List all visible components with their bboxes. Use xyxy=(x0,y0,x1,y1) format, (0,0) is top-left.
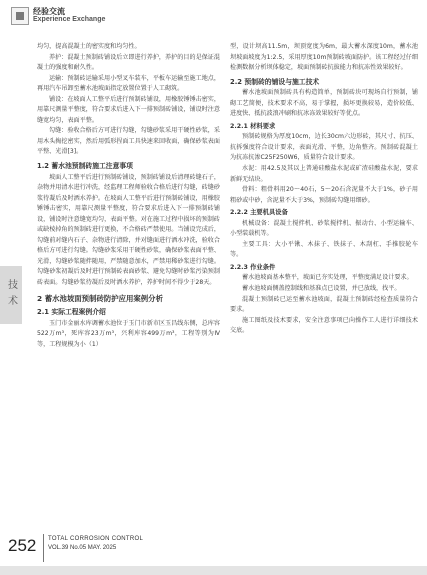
paragraph: 蓄水池坡面基本整平，坡面已夯实处理，平整度满足设计要求。 xyxy=(242,274,413,282)
paragraph: 坡面人工整平后进行预制砖铺设，预制砖铺设后清理砖缝石子，杂物并用清水进行冲洗，经监理工程师验收合格后进行勾缝，砖缝砂浆待凝后及时洒水养护。在坡面人工整平后进行预制砖铺设，用橡胶锤锤击密实，用靠尺测量平整度，符合要求后进入下一排预制砖铺设，铺设时注意缝宽均匀，表面平整。对在施工过程中损坏的预制砖或缺棱掉角的预制砖进行更换，不合格砖严禁使用。当铺设完成后，勾缝前对缝内石子、杂物进行清除，并对缝面进行洒水冲洗，验收合格后方可进行勾缝。勾缝砂浆采用干硬性砂浆，确保砂浆表面平整、光滑，勾缝砂浆随拌随用，严禁随意加水，严禁用稀砂浆进行勾缝。勾缝砂浆初凝后及时进行预制砖表面砂浆、避免勾缝时砂浆污染预制砖表面。勾缝砂浆待凝后及时洒水养护，养护时间不得少于28天。 xyxy=(37,173,220,287)
page-header xyxy=(0,0,427,40)
paragraph: 均匀，提高混凝土的密实度和均匀性。 xyxy=(37,43,141,50)
section-heading: 2.2.3 作业条件 xyxy=(230,263,276,271)
paragraph: 型，设计坝高11.5m，坝顶宽度为6m，最大蓄水深度10m，蓄水池坝坡面坡度为1:2.5，采用厚度10m预制砖坡面防护。该工程经过仔细检测数据分析坝体稳定，坡面预制砖抗拔能力和抗冻性效果较好。 xyxy=(230,43,418,72)
paragraph: 预制砖规格为厚度10cm，边长30cm六边形砖，其尺寸、抗压、抗拆强度符合设计要求，表面光滑、平整，边角整齐。预制砖混凝土为抗冻抗渗C25F250W6，质量符合设计要求。 xyxy=(230,133,418,162)
section-title-cn: 经验交流 xyxy=(33,7,65,16)
section-heading: 1.2 蓄水池预制砖施工注意事项 xyxy=(37,162,133,171)
section-heading: 2.2.2 主要机具设备 xyxy=(230,209,288,217)
paragraph: 机械设备：混凝土搅拌机、砂浆搅拌机、振动台、小型运输车、小型装载机等。 xyxy=(230,219,418,238)
page-number: 252 xyxy=(8,536,37,555)
side-category-tab: 技术 xyxy=(0,266,22,324)
paragraph: 骨料：粗骨料用20～40石，5～20石含泥量不大于1%，砂子用粗砂或中砂，含泥量不大于3%，预制砖勾缝用细砂。 xyxy=(230,186,418,204)
paragraph: 运输：预制砖运输采用小型叉车装车，平板车运输至施工地点，再用汽车吊卸至蓄水池坡面指定放置位置于人工砌筑。 xyxy=(37,74,220,93)
journal-name: TOTAL CORROSION CONTROL xyxy=(48,536,144,542)
left-text-column xyxy=(37,42,220,350)
paragraph: 施工图纸及技术要求，安全注意事项已向操作工人进行详细技术交底。 xyxy=(230,316,418,335)
paragraph: 水泥：用42.5及其以上普通硅酸盐水泥或矿渣硅酸盐水泥，要求新鲜无结块。 xyxy=(230,165,418,183)
paragraph: 混凝土预制砖已运至蓄水池坡面，混凝土预制砖经检查质量符合要求。 xyxy=(230,295,418,314)
right-text-column xyxy=(230,42,418,337)
paragraph: 养护：混凝土预制砖铺设后立即进行养护，养护的目的是保证混凝土的强度和耐久性。 xyxy=(37,53,220,72)
journal-issue: VOL.39 No.05 MAY. 2025 xyxy=(48,545,117,551)
page-footer xyxy=(0,530,427,575)
footer-divider xyxy=(43,534,44,562)
section-heading: 2.1 实际工程案例介绍 xyxy=(37,308,106,317)
section-title-en: Experience Exchange xyxy=(33,16,106,23)
section-heading: 2 蓄水池坡面预制砖防护应用案例分析 xyxy=(37,293,163,303)
journal-logo-icon xyxy=(11,7,29,25)
paragraph: 玉门市金丽水库调蓄水池位于玉门市新市区玉昌线东侧，总库容522万m³，死库容23万m³，兴利库容499万m³，工程等别为Ⅳ等，工程规模为小（1） xyxy=(37,319,220,348)
paragraph: 主要工具：大小平锹、木抹子、铁抹子、木刮杠、手推胶轮车等。 xyxy=(230,240,418,259)
section-heading: 2.2.1 材料要求 xyxy=(230,122,276,130)
footer-bar xyxy=(0,566,427,575)
paragraph: 铺设：在坡面人工整平后进行预制砖铺设，用橡胶锤锤击密实，用靠尺测量平整度，符合要求后进入下一排预制砖铺设，铺设时注意缝宽均匀，表面平整。 xyxy=(37,95,220,124)
paragraph: 蓄水池坡面预制砖具有构造简单，预制砖块可现场自行预制，铺砌工艺简便，技术要求不高，易于掌握，损坏更换较易，造价较低、进度快、抵抗波浪冲刷和抗冰冻效果较好等优点。 xyxy=(230,89,418,118)
paragraph: 蓄水池坡面侧盖控制线和基准点已设置，并已放线，找平。 xyxy=(242,285,401,293)
section-heading: 2.2 预制砖的铺设与施工技术 xyxy=(230,77,320,86)
paragraph: 勾缝：验收合格后方可进行勾缝，勾缝砂浆采用干硬性砂浆，采用木头掏挖密实，然后用弧形捏面工具快速来回收面，确保砂浆表面平整、光滑[3]。 xyxy=(37,127,220,156)
